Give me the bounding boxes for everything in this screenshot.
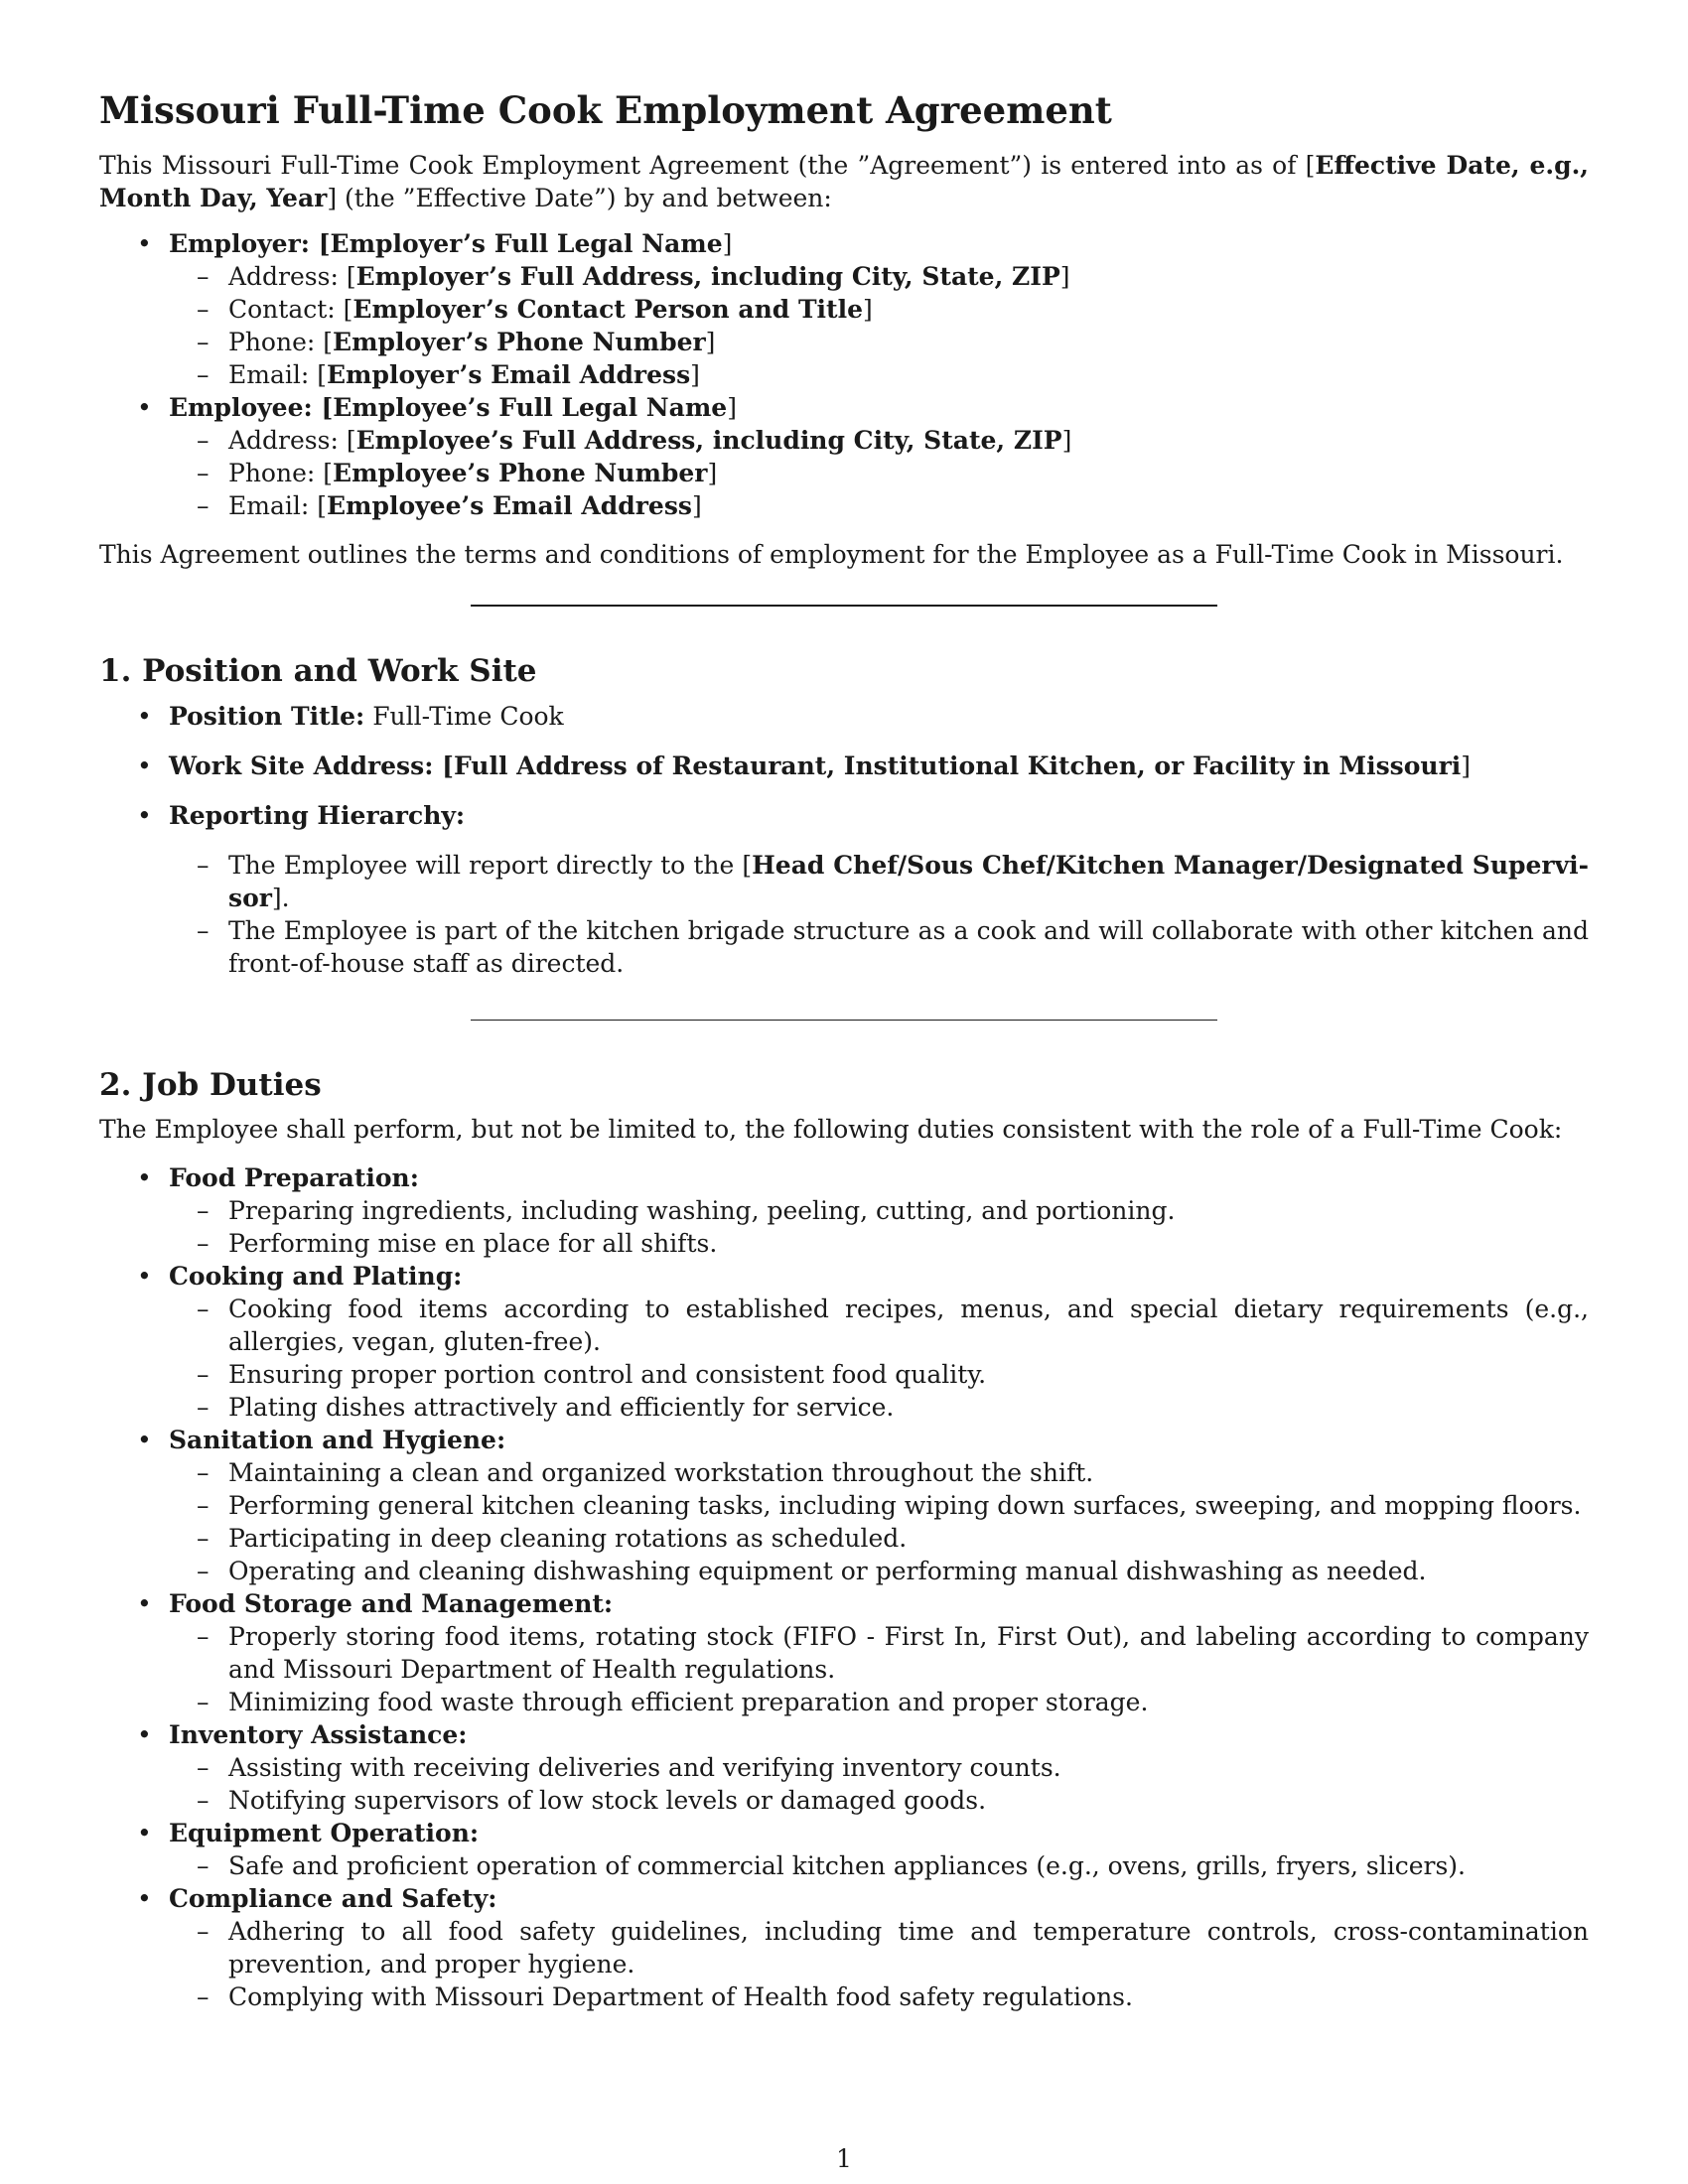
duty-item: – Maintaining a clean and organized workstation throughout the shift. (169, 1456, 1589, 1489)
hierarchy-item: – The Employee will report directly to the [Head Chef/Sous Chef/Kitchen Manager/Designated Supervi-sor]. (169, 849, 1589, 914)
reporting-hierarchy-item (99, 799, 1589, 980)
section-1-heading: 1. Position and Work Site (99, 653, 537, 689)
page-number: 1 (836, 2144, 852, 2173)
duty-item: – Notifying supervisors of low stock levels or damaged goods. (169, 1784, 1589, 1817)
effective-date-placeholder: Effective Date, e.g., Month Day, Year (99, 151, 1589, 212)
section-1-list (99, 700, 1589, 980)
employer-item: • Employer: [Employer’s Full Legal Name] – Address: [Employer’s Full Address, including City, State, ZIP] – Contact: [Employer’s Contact Person and Title] – Phone: [Employer’s Phone Number] – Email: [Employer’s Email Address] (99, 227, 1589, 391)
reporting-hierarchy-details (169, 849, 1589, 980)
duty-item: – Performing mise en place for all shifts. (169, 1227, 1589, 1260)
employee-phone: – Phone: [Employee’s Phone Number] (169, 457, 1589, 489)
position-title-item (99, 700, 1589, 733)
duty-item: – Assisting with receiving deliveries and verifying inventory counts. (169, 1751, 1589, 1784)
duty-group: • Equipment Operation: – Safe and proficient operation of commercial kitchen appliances (e.g., ovens, grills, fryers, slicers). (99, 1817, 1589, 1882)
document-title: Missouri Full-Time Cook Employment Agreement (99, 88, 1112, 132)
duty-item: – Adhering to all food safety guidelines, including time and temperature controls, cross-contamination prevention, and proper hygiene. (169, 1915, 1589, 1980)
job-duties-list (99, 1161, 1589, 2013)
employee-address: – Address: [Employee’s Full Address, including City, State, ZIP] (169, 424, 1589, 457)
hierarchy-item: – The Employee is part of the kitchen brigade structure as a cook and will collaborate with other kitchen and front-of-house staff as directed. (169, 914, 1589, 980)
employer-contact: – Contact: [Employer’s Contact Person and Title] (169, 293, 1589, 326)
employer-label: Employer: (169, 229, 310, 258)
duty-item: – Operating and cleaning dishwashing equipment or performing manual dishwashing as needed. (169, 1555, 1589, 1587)
intro-paragraph (99, 149, 1589, 214)
duty-item: – Performing general kitchen cleaning tasks, including wiping down surfaces, sweeping, and mopping floors. (169, 1489, 1589, 1522)
employee-details (169, 424, 1589, 522)
employee-name: Employee’s Full Legal Name (333, 393, 728, 422)
duty-group: • Food Storage and Management: – Properly storing food items, rotating stock (FIFO - First In, First Out), and labeling according to company and Missouri Department of Health regulations. – Minimizing food waste through efficient preparation and proper storage. (99, 1587, 1589, 1718)
employer-details (169, 260, 1589, 391)
parties-list (99, 227, 1589, 522)
duty-item: – Safe and proficient operation of commercial kitchen appliances (e.g., ovens, grills, fryers, slicers). (169, 1849, 1589, 1882)
work-site-item: • Work Site Address: [Full Address of Restaurant, Institutional Kitchen, or Facility in Missouri] (99, 750, 1589, 782)
work-site-value: Full Address of Restaurant, Institutional Kitchen, or Facility in Missouri (453, 751, 1462, 780)
intro-text-end: ] (the ”Effective Date”) by and between: (327, 184, 832, 212)
position-title-value: Full-Time Cook (364, 702, 564, 731)
employer-name: Employer’s Full Legal Name (330, 229, 723, 258)
duty-group: • Cooking and Plating: – Cooking food items according to established recipes, menus, and special dietary requirements (e.g., allergies, vegan, gluten-free). – Ensuring proper portion control and consistent food quality. – Plating dishes attractively and efficiently for service. (99, 1260, 1589, 1424)
duty-item: – Complying with Missouri Department of Health food safety regulations. (169, 1980, 1589, 2013)
employer-email: – Email: [Employer’s Email Address] (169, 358, 1589, 391)
section-divider (471, 1020, 1217, 1021)
duty-group: • Inventory Assistance: – Assisting with receiving deliveries and verifying inventory counts. – Notifying supervisors of low stock levels or damaged goods. (99, 1718, 1589, 1817)
employer-phone: – Phone: [Employer’s Phone Number] (169, 326, 1589, 358)
duty-item: – Cooking food items according to established recipes, menus, and special dietary requirements (e.g., allergies, vegan, gluten-free). (169, 1293, 1589, 1358)
duty-item: – Participating in deep cleaning rotations as scheduled. (169, 1522, 1589, 1555)
work-site-label: Work Site Address: [ (169, 751, 454, 780)
duty-group: • Compliance and Safety: – Adhering to all food safety guidelines, including time and temperature controls, cross-contamination prevention, and proper hygiene. – Complying with Missouri Department of Health food safety regulations. (99, 1882, 1589, 2013)
duty-item: – Plating dishes attractively and efficiently for service. (169, 1391, 1589, 1424)
reporting-hierarchy-label: Reporting Hierarchy: (169, 801, 466, 830)
document-page (99, 85, 1589, 2013)
employee-email: – Email: [Employee’s Email Address] (169, 489, 1589, 522)
employee-label: Employee: (169, 393, 313, 422)
outline-paragraph: This Agreement outlines the terms and conditions of employment for the Employee as a Full-Time Cook in Missouri. (99, 540, 1564, 569)
employer-address: – Address: [Employer’s Full Address, including City, State, ZIP] (169, 260, 1589, 293)
employee-item: • Employee: [Employee’s Full Legal Name] – Address: [Employee’s Full Address, including City, State, ZIP] – Phone: [Employee’s Phone Number] – Email: [Employee’s Email Address] (99, 391, 1589, 522)
intro-text-start: This Missouri Full-Time Cook Employment Agreement (the ”Agreement”) is entered into as of [ (99, 151, 1316, 180)
duty-item: – Properly storing food items, rotating stock (FIFO - First In, First Out), and labeling according to company and Missouri Department of Health regulations. (169, 1620, 1589, 1686)
duty-item: – Preparing ingredients, including washing, peeling, cutting, and portioning. (169, 1194, 1589, 1227)
duty-group: • Food Preparation: – Preparing ingredients, including washing, peeling, cutting, and portioning. – Performing mise en place for all shifts. (99, 1161, 1589, 1260)
duty-item: – Ensuring proper portion control and consistent food quality. (169, 1358, 1589, 1391)
section-2-intro: The Employee shall perform, but not be limited to, the following duties consistent with the role of a Full-Time Cook: (99, 1115, 1563, 1144)
duty-item: – Minimizing food waste through efficient preparation and proper storage. (169, 1686, 1589, 1718)
section-2-heading: 2. Job Duties (99, 1067, 322, 1103)
position-title-label: Position Title: (169, 702, 365, 731)
section-divider (471, 605, 1217, 607)
duty-group: • Sanitation and Hygiene: – Maintaining a clean and organized workstation throughout the shift. – Performing general kitchen cleaning tasks, including wiping down surfaces, sweeping, and mopping floors. – Participating in deep cleaning rotations as scheduled. – Operating and cleaning dishwashing equipment or performing manual dishwashing as needed. (99, 1424, 1589, 1587)
